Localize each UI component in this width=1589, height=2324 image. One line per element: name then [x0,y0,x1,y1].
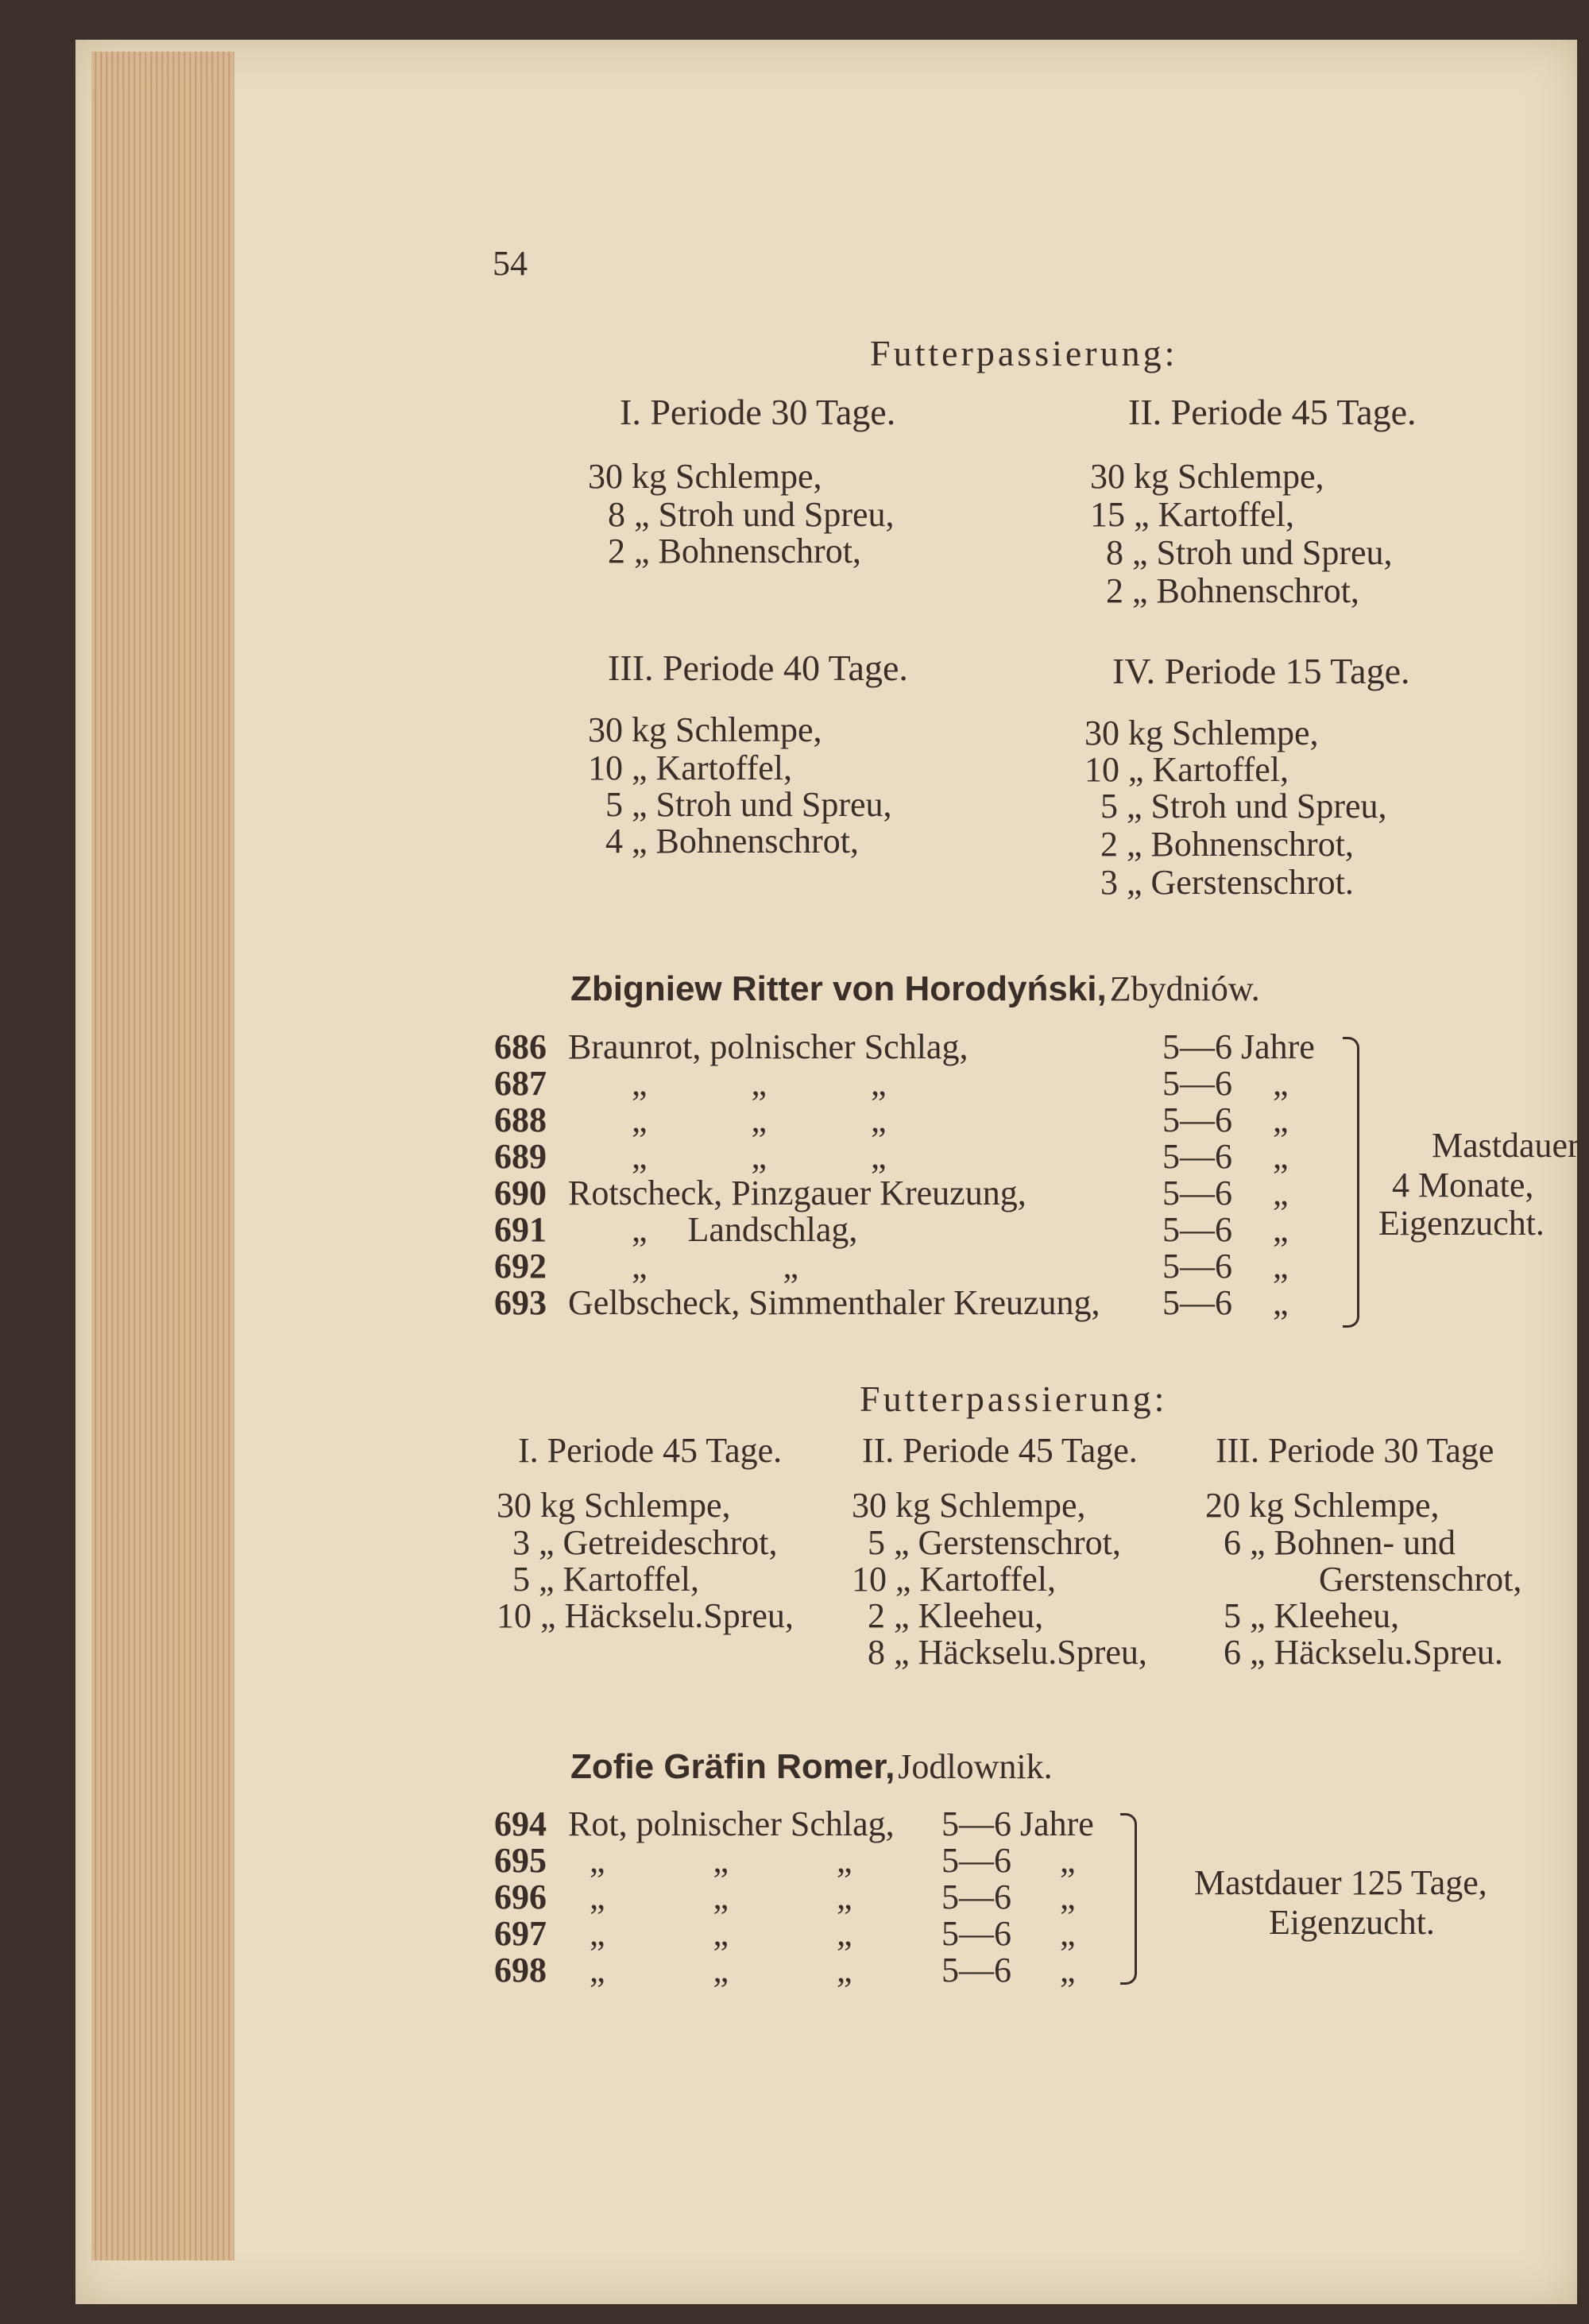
period-title: III. Periode 30 Tage [1216,1431,1494,1470]
owner-place: Jodlownik. [898,1747,1053,1786]
entry-number: 686 [494,1027,547,1066]
entry-desc: „ „ „ [632,1100,887,1139]
feed-line: 10 „ Kartoffel, [588,748,792,787]
entry-number: 687 [494,1064,547,1103]
entry-desc: „ „ „ [590,1951,852,1990]
feed-line: 6 „ Bohnen- und [1224,1523,1456,1562]
entry-age: 5—6 „ [1162,1283,1289,1322]
note-line: 4 Monate, [1392,1166,1534,1205]
owner-place: Zbydniów. [1109,969,1260,1008]
entry-number: 698 [494,1951,547,1990]
entry-number: 696 [494,1877,547,1916]
feed-line: 30 kg Schlempe, [852,1486,1086,1525]
entry-desc: „ Landschlag, [632,1210,858,1249]
feed-line: 20 kg Schlempe, [1205,1486,1440,1525]
feed-line: 3 „ Getreideschrot, [512,1523,778,1562]
entry-number: 695 [494,1841,547,1880]
entry-desc: Rotscheck, Pinzgauer Kreuzung, [568,1174,1026,1212]
feed-line: 15 „ Kartoffel, [1090,495,1294,534]
entry-desc: „ „ „ [632,1137,887,1176]
period-title: III. Periode 40 Tage. [608,648,908,688]
entry-age: 5—6 Jahre [941,1804,1094,1843]
period-title: IV. Periode 15 Tage. [1112,651,1410,691]
feed-line: 5 „ Kleeheu, [1224,1596,1400,1635]
entry-number: 689 [494,1137,547,1176]
feed-line: 30 kg Schlempe, [588,457,822,496]
page-edges [91,52,234,2260]
feed-line: 8 „ Häckselu.Spreu, [868,1633,1147,1672]
feed-line: 5 „ Stroh und Spreu, [605,785,892,824]
owner-name: Zbigniew Ritter von Horodyński, [570,969,1107,1008]
feed-line: 2 „ Bohnenschrot, [1106,571,1359,610]
note-line: Eigenzucht. [1378,1204,1545,1243]
feed-line: 10 „ Häckselu.Spreu, [497,1596,794,1635]
entry-desc: Gelbscheck, Simmenthaler Kreuzung, [568,1283,1100,1322]
entry-age: 5—6 „ [1162,1064,1289,1103]
entry-desc: Rot, polnischer Schlag, [568,1804,895,1843]
feed-line: 30 kg Schlempe, [1090,457,1324,496]
feed-line: Gerstenschrot, [1319,1560,1522,1599]
entry-age: 5—6 „ [941,1841,1076,1880]
feed-line: 3 „ Gerstenschrot. [1100,863,1354,902]
entry-age: 5—6 „ [1162,1174,1289,1212]
feed-line: 8 „ Stroh und Spreu, [608,495,895,534]
brace-right [1120,1813,1137,1985]
entry-desc: „ „ „ [590,1914,852,1953]
period-title: II. Periode 45 Tage. [862,1431,1138,1470]
entry-desc: „ „ [632,1247,799,1286]
feed-line: 30 kg Schlempe, [1084,713,1319,752]
entry-number: 691 [494,1210,547,1249]
feed-line: 2 „ Kleeheu, [868,1596,1044,1635]
owner-name: Zofie Gräfin Romer, [570,1747,895,1786]
brace-right [1343,1037,1359,1328]
note-line: Mastdauer 125 Tage, [1194,1863,1487,1902]
period-title: II. Periode 45 Tage. [1128,392,1417,432]
section2-heading: Futterpassierung: [860,1379,1168,1419]
entry-desc: „ „ „ [590,1877,852,1916]
entry-desc: „ „ „ [632,1064,887,1103]
entry-number: 692 [494,1247,547,1286]
note-line: Eigenzucht. [1269,1903,1435,1942]
section1-heading: Futterpassierung: [870,333,1178,373]
note-line: Mastdauer [1432,1126,1579,1165]
period-title: I. Periode 30 Tage. [620,392,896,432]
entry-age: 5—6 „ [1162,1100,1289,1139]
feed-line: 5 „ Kartoffel, [512,1560,699,1599]
entry-age: 5—6 Jahre [1162,1027,1315,1066]
page-number: 54 [493,244,528,283]
feed-line: 5 „ Gerstenschrot, [868,1523,1121,1562]
entry-age: 5—6 „ [941,1877,1076,1916]
owner-heading [570,1747,1053,1786]
entry-number: 690 [494,1174,547,1212]
feed-line: 30 kg Schlempe, [588,710,822,749]
entry-age: 5—6 „ [1162,1247,1289,1286]
feed-line: 4 „ Bohnenschrot, [605,822,859,860]
feed-line: 30 kg Schlempe, [497,1486,731,1525]
owner-heading [570,969,1260,1008]
entry-desc: Braunrot, polnischer Schlag, [568,1027,968,1066]
entry-age: 5—6 „ [941,1951,1076,1990]
entry-age: 5—6 „ [1162,1210,1289,1249]
feed-line: 8 „ Stroh und Spreu, [1106,533,1393,572]
entry-number: 694 [494,1804,547,1843]
feed-line: 10 „ Kartoffel, [852,1560,1056,1599]
entry-number: 688 [494,1100,547,1139]
feed-line: 10 „ Kartoffel, [1084,750,1289,789]
entry-number: 697 [494,1914,547,1953]
feed-line: 6 „ Häckselu.Spreu. [1224,1633,1503,1672]
entry-age: 5—6 „ [1162,1137,1289,1176]
entry-desc: „ „ „ [590,1841,852,1880]
entry-number: 693 [494,1283,547,1322]
feed-line: 2 „ Bohnenschrot, [1100,825,1354,864]
feed-line: 2 „ Bohnenschrot, [608,532,861,570]
period-title: I. Periode 45 Tage. [518,1431,783,1470]
entry-age: 5—6 „ [941,1914,1076,1953]
feed-line: 5 „ Stroh und Spreu, [1100,787,1387,826]
